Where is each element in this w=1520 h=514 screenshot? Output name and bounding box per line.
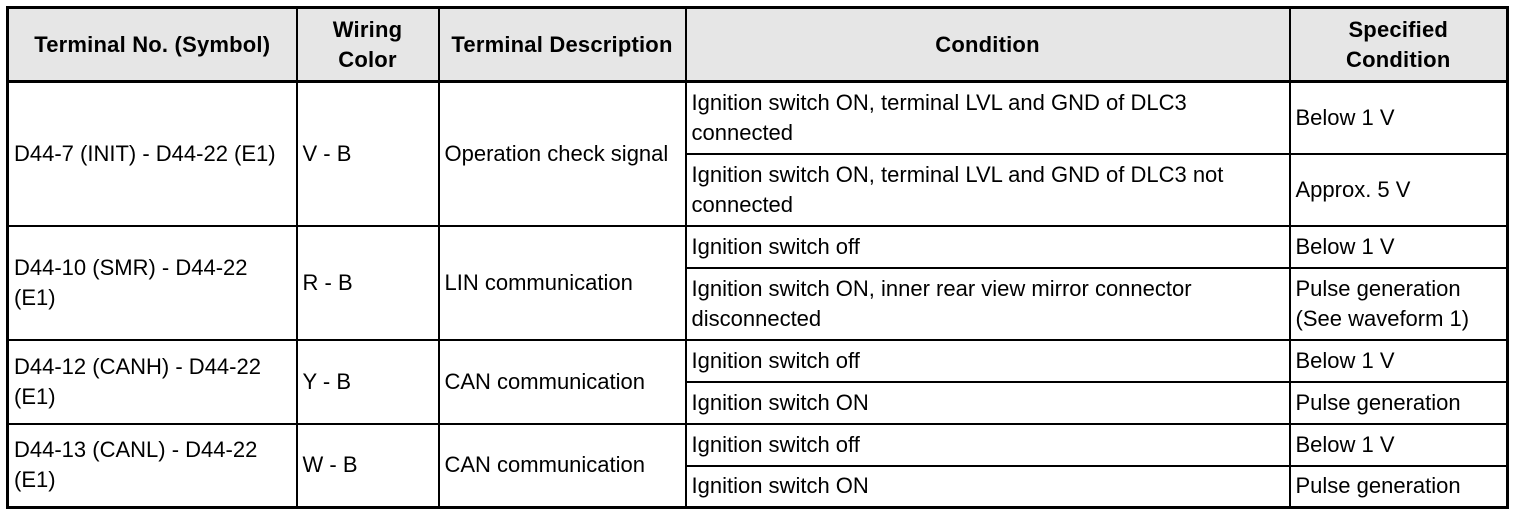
specified-condition-cell: Below 1 V — [1290, 424, 1508, 466]
wiring-color-cell: R - B — [297, 226, 439, 340]
header-terminal-description: Terminal Description — [439, 8, 686, 82]
condition-cell: Ignition switch ON, terminal LVL and GND of DLC3 connected — [686, 82, 1290, 154]
terminal-cell: D44-10 (SMR) - D44-22 (E1) — [8, 226, 297, 340]
header-row — [8, 8, 1508, 82]
table-row — [8, 226, 1508, 268]
table-row — [8, 424, 1508, 466]
specified-condition-cell: Below 1 V — [1290, 82, 1508, 154]
condition-cell: Ignition switch ON — [686, 466, 1290, 508]
header-wiring-color: Wiring Color — [297, 8, 439, 82]
condition-cell: Ignition switch ON, terminal LVL and GND of DLC3 not connected — [686, 154, 1290, 226]
table-row — [8, 340, 1508, 382]
terminal-inspection-table — [6, 6, 1509, 509]
wiring-color-cell: Y - B — [297, 340, 439, 424]
header-specified-condition: Specified Condition — [1290, 8, 1508, 82]
header-condition: Condition — [686, 8, 1290, 82]
terminal-cell: D44-7 (INIT) - D44-22 (E1) — [8, 82, 297, 226]
terminal-cell: D44-12 (CANH) - D44-22 (E1) — [8, 340, 297, 424]
condition-cell: Ignition switch ON — [686, 382, 1290, 424]
specified-condition-cell: Below 1 V — [1290, 340, 1508, 382]
condition-cell: Ignition switch off — [686, 424, 1290, 466]
specified-condition-cell: Pulse generation — [1290, 466, 1508, 508]
specified-condition-cell: Approx. 5 V — [1290, 154, 1508, 226]
wiring-color-cell: W - B — [297, 424, 439, 508]
header-terminal-no: Terminal No. (Symbol) — [8, 8, 297, 82]
terminal-description-cell: CAN communication — [439, 424, 686, 508]
terminal-description-cell: Operation check signal — [439, 82, 686, 226]
condition-cell: Ignition switch off — [686, 226, 1290, 268]
table-row — [8, 82, 1508, 154]
terminal-cell: D44-13 (CANL) - D44-22 (E1) — [8, 424, 297, 508]
terminal-description-cell: LIN communication — [439, 226, 686, 340]
wiring-color-cell: V - B — [297, 82, 439, 226]
condition-cell: Ignition switch off — [686, 340, 1290, 382]
terminal-description-cell: CAN communication — [439, 340, 686, 424]
specified-condition-cell: Below 1 V — [1290, 226, 1508, 268]
specified-condition-cell: Pulse generation — [1290, 382, 1508, 424]
specified-condition-cell: Pulse generation (See waveform 1) — [1290, 268, 1508, 340]
condition-cell: Ignition switch ON, inner rear view mirror connector disconnected — [686, 268, 1290, 340]
